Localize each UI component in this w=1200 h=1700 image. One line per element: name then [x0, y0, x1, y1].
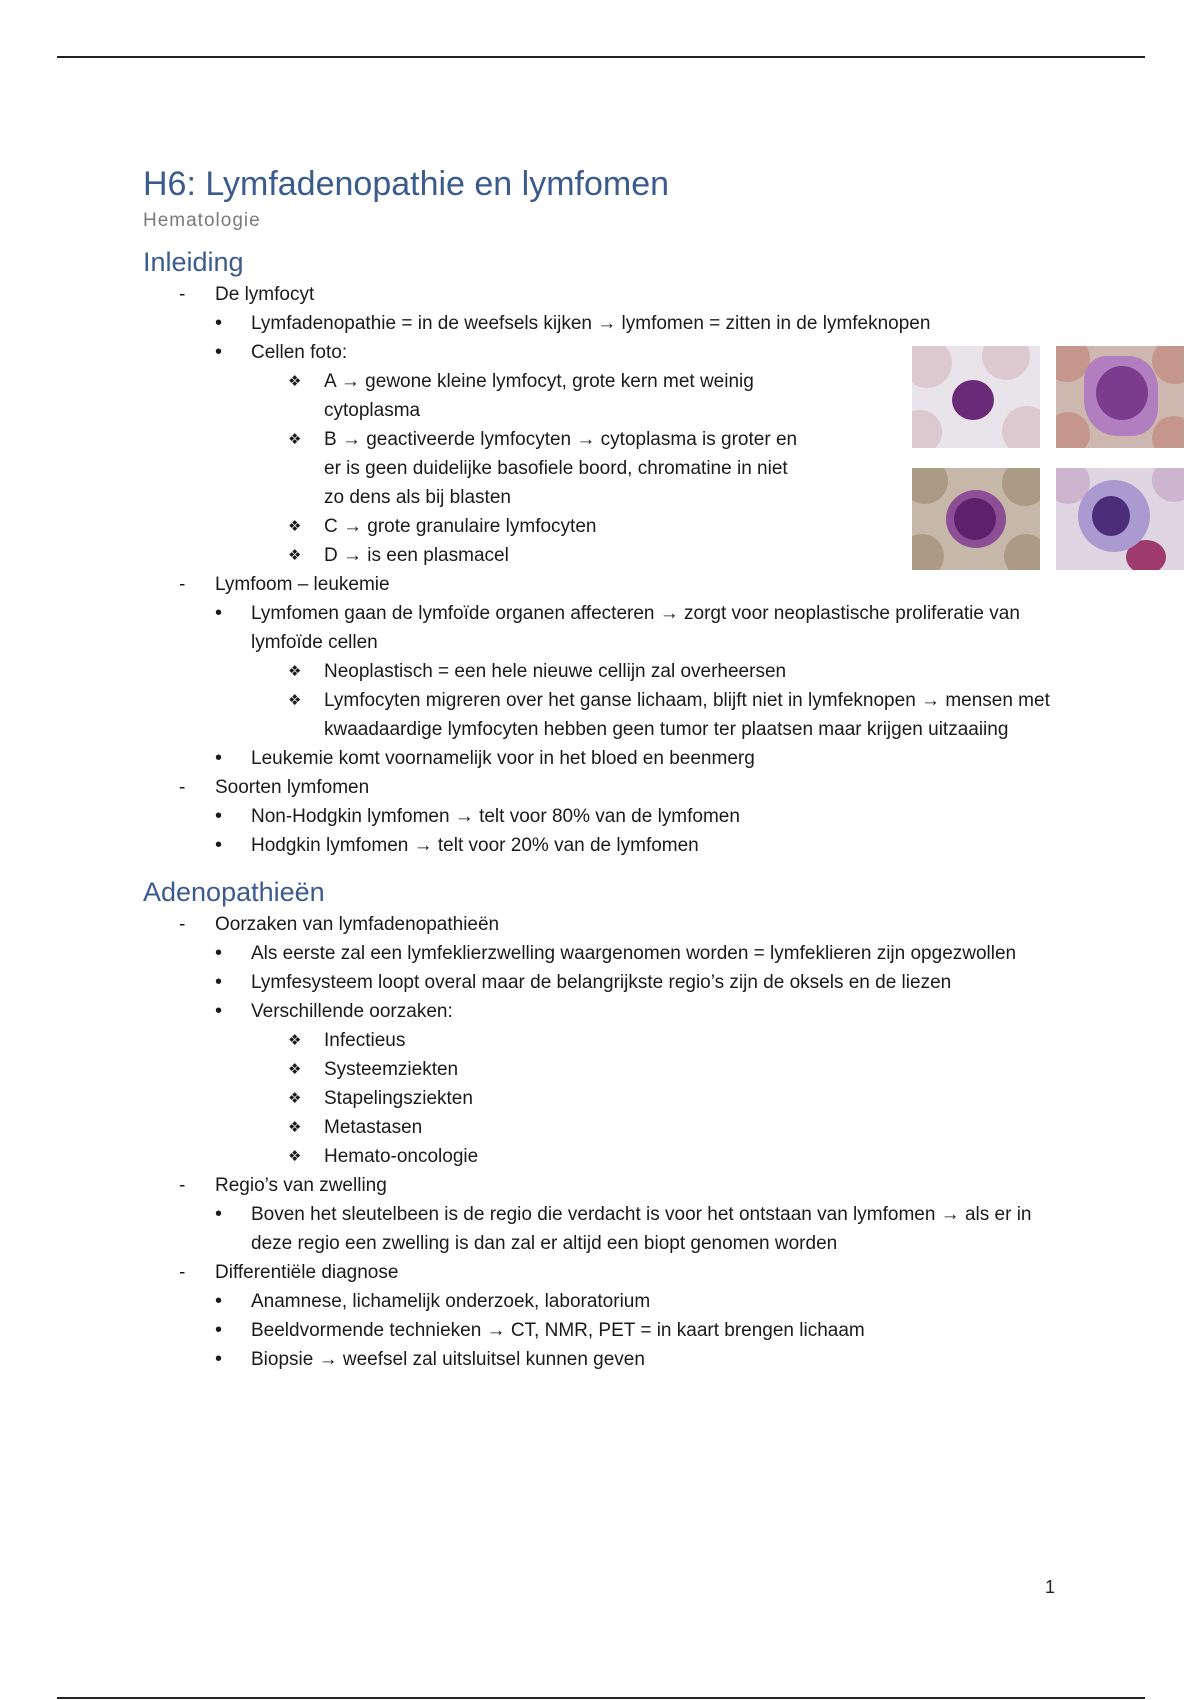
- list-item: • Beeldvormende technieken → CT, NMR, PET = in kaart brengen lichaam: [251, 1316, 1063, 1345]
- cell-photo-d: [1056, 468, 1184, 570]
- list-item: ❖ Infectieus: [324, 1026, 1063, 1055]
- list-item: • Biopsie → weefsel zal uitsluitsel kunnen geven: [251, 1345, 1063, 1374]
- list-item: • Anamnese, lichamelijk onderzoek, laboratorium: [251, 1287, 1063, 1316]
- cell-photo-b: [1056, 346, 1184, 448]
- list-item: • Hodgkin lymfomen → telt voor 20% van de lymfomen: [251, 831, 1063, 860]
- list-item: ❖ A → gewone kleine lymfocyt, grote kern met weinig cytoplasma: [324, 367, 811, 425]
- cell-photo-a: [912, 346, 1040, 448]
- cell-photo-c: [912, 468, 1040, 570]
- list-item: - Differentiële diagnose • Anamnese, lichamelijk onderzoek, laboratorium • Beeldvormende technieken → CT, NMR, PET = in kaart brengen lichaam • Biopsie → weefsel zal uitsluitsel kunnen geven: [215, 1258, 1063, 1374]
- list-item: - Regio’s van zwelling • Boven het sleutelbeen is de regio die verdacht is voor het ontstaan van lymfomen → als er in deze regio een zwelling is dan zal er altijd een biopt genomen worden: [215, 1171, 1063, 1258]
- list-item: • Lymfesysteem loopt overal maar de belangrijkste regio’s zijn de oksels en de liezen: [251, 968, 1063, 997]
- cell-photos: [912, 346, 1184, 570]
- list-item: ❖ C → grote granulaire lymfocyten: [324, 512, 811, 541]
- page-subtitle: Hematologie: [143, 210, 261, 231]
- list-item: ❖ Lymfocyten migreren over het ganse lichaam, blijft niet in lymfeknopen → mensen met kwaadaardige lymfocyten hebben geen tumor ter plaatsen maar krijgen uitzaaiing: [324, 686, 1063, 744]
- list-item: • Lymfomen gaan de lymfoïde organen affecteren → zorgt voor neoplastische proliferatie van lymfoïde cellen ❖ Neoplastisch = een hele nieuwe cellijn zal overheersen ❖ Lymfocyten migreren over het ganse lichaam, blijft niet in lymfeknopen → mensen met kwaadaardige lymfocyten hebben geen tumor ter plaatsen maar krijgen uitzaaiing: [251, 599, 1063, 744]
- page-number: 1: [1045, 1577, 1056, 1597]
- list-item: ❖ Metastasen: [324, 1113, 1063, 1142]
- list-item: ❖ Neoplastisch = een hele nieuwe cellijn zal overheersen: [324, 657, 1063, 686]
- list-item: ❖ D → is een plasmacel: [324, 541, 811, 570]
- list-item: ❖ Stapelingsziekten: [324, 1084, 1063, 1113]
- list-item: • Cellen foto: ❖ A → gewone kleine lymfocyt, grote kern met weinig cytoplasma ❖ B → geactiveerde lymfocyten → cytoplasma is groter en er is geen duidelijke basofiele boord, chromatine in niet zo dens als bij blasten ❖ C → grote granulaire lymfocyten ❖ D → is een plasmacel: [251, 338, 1063, 570]
- list-item: • Non-Hodgkin lymfomen → telt voor 80% van de lymfomen: [251, 802, 1063, 831]
- list-item: ❖ B → geactiveerde lymfocyten → cytoplasma is groter en er is geen duidelijke basofiele boord, chromatine in niet zo dens als bij blasten: [324, 425, 811, 512]
- header-rule: [57, 56, 1145, 58]
- list-item: • Verschillende oorzaken: ❖ Infectieus ❖ Systeemziekten ❖ Stapelingsziekten ❖ Metastasen ❖ Hemato-oncologie: [251, 997, 1063, 1171]
- list-item: ❖ Systeemziekten: [324, 1055, 1063, 1084]
- document-body: [143, 160, 1063, 1374]
- list-item: - De lymfocyt • Lymfadenopathie = in de weefsels kijken → lymfomen = zitten in de lymfeknopen • Cellen foto: ❖ A → gewone kleine lymfocyt, grote kern met weinig cytoplasma ❖ B → geactiveerde lymfocyten → cytoplasma is groter en er is geen duidelijke basofiele boord, chromatine in niet zo dens als bij blasten ❖ C → grote granulaire lymfocyten ❖ D → is een plasmacel: [215, 280, 1063, 570]
- list-item: • Leukemie komt voornamelijk voor in het bloed en beenmerg: [251, 744, 1063, 773]
- list-item: • Als eerste zal een lymfeklierzwelling waargenomen worden = lymfeklieren zijn opgezwollen: [251, 939, 1063, 968]
- footer-rule: [57, 1697, 1145, 1699]
- list-item: - Oorzaken van lymfadenopathieën • Als eerste zal een lymfeklierzwelling waargenomen worden = lymfeklieren zijn opgezwollen • Lymfesysteem loopt overal maar de belangrijkste regio’s zijn de oksels en de liezen • Verschillende oorzaken: ❖ Infectieus ❖ Systeemziekten ❖ Stapelingsziekten ❖ Metastasen ❖ Hemato-oncologie: [215, 910, 1063, 1171]
- list-item: - Lymfoom – leukemie • Lymfomen gaan de lymfoïde organen affecteren → zorgt voor neoplastische proliferatie van lymfoïde cellen ❖ Neoplastisch = een hele nieuwe cellijn zal overheersen ❖ Lymfocyten migreren over het ganse lichaam, blijft niet in lymfeknopen → mensen met kwaadaardige lymfocyten hebben geen tumor ter plaatsen maar krijgen uitzaaiing • Leukemie komt voornamelijk voor in het bloed en beenmerg: [215, 570, 1063, 773]
- page-title: H6: Lymfadenopathie en lymfomen: [143, 165, 670, 203]
- list-item: - Soorten lymfomen • Non-Hodgkin lymfomen → telt voor 80% van de lymfomen • Hodgkin lymfomen → telt voor 20% van de lymfomen: [215, 773, 1063, 860]
- adenopathieen-list: [143, 910, 1063, 1374]
- list-item: ❖ Hemato-oncologie: [324, 1142, 1063, 1171]
- list-item: • Lymfadenopathie = in de weefsels kijken → lymfomen = zitten in de lymfeknopen: [251, 309, 1063, 338]
- heading-inleiding: Inleiding: [143, 247, 244, 277]
- list-item: • Boven het sleutelbeen is de regio die verdacht is voor het ontstaan van lymfomen → als er in deze regio een zwelling is dan zal er altijd een biopt genomen worden: [251, 1200, 1063, 1258]
- heading-adenopathieen: Adenopathieën: [143, 877, 325, 907]
